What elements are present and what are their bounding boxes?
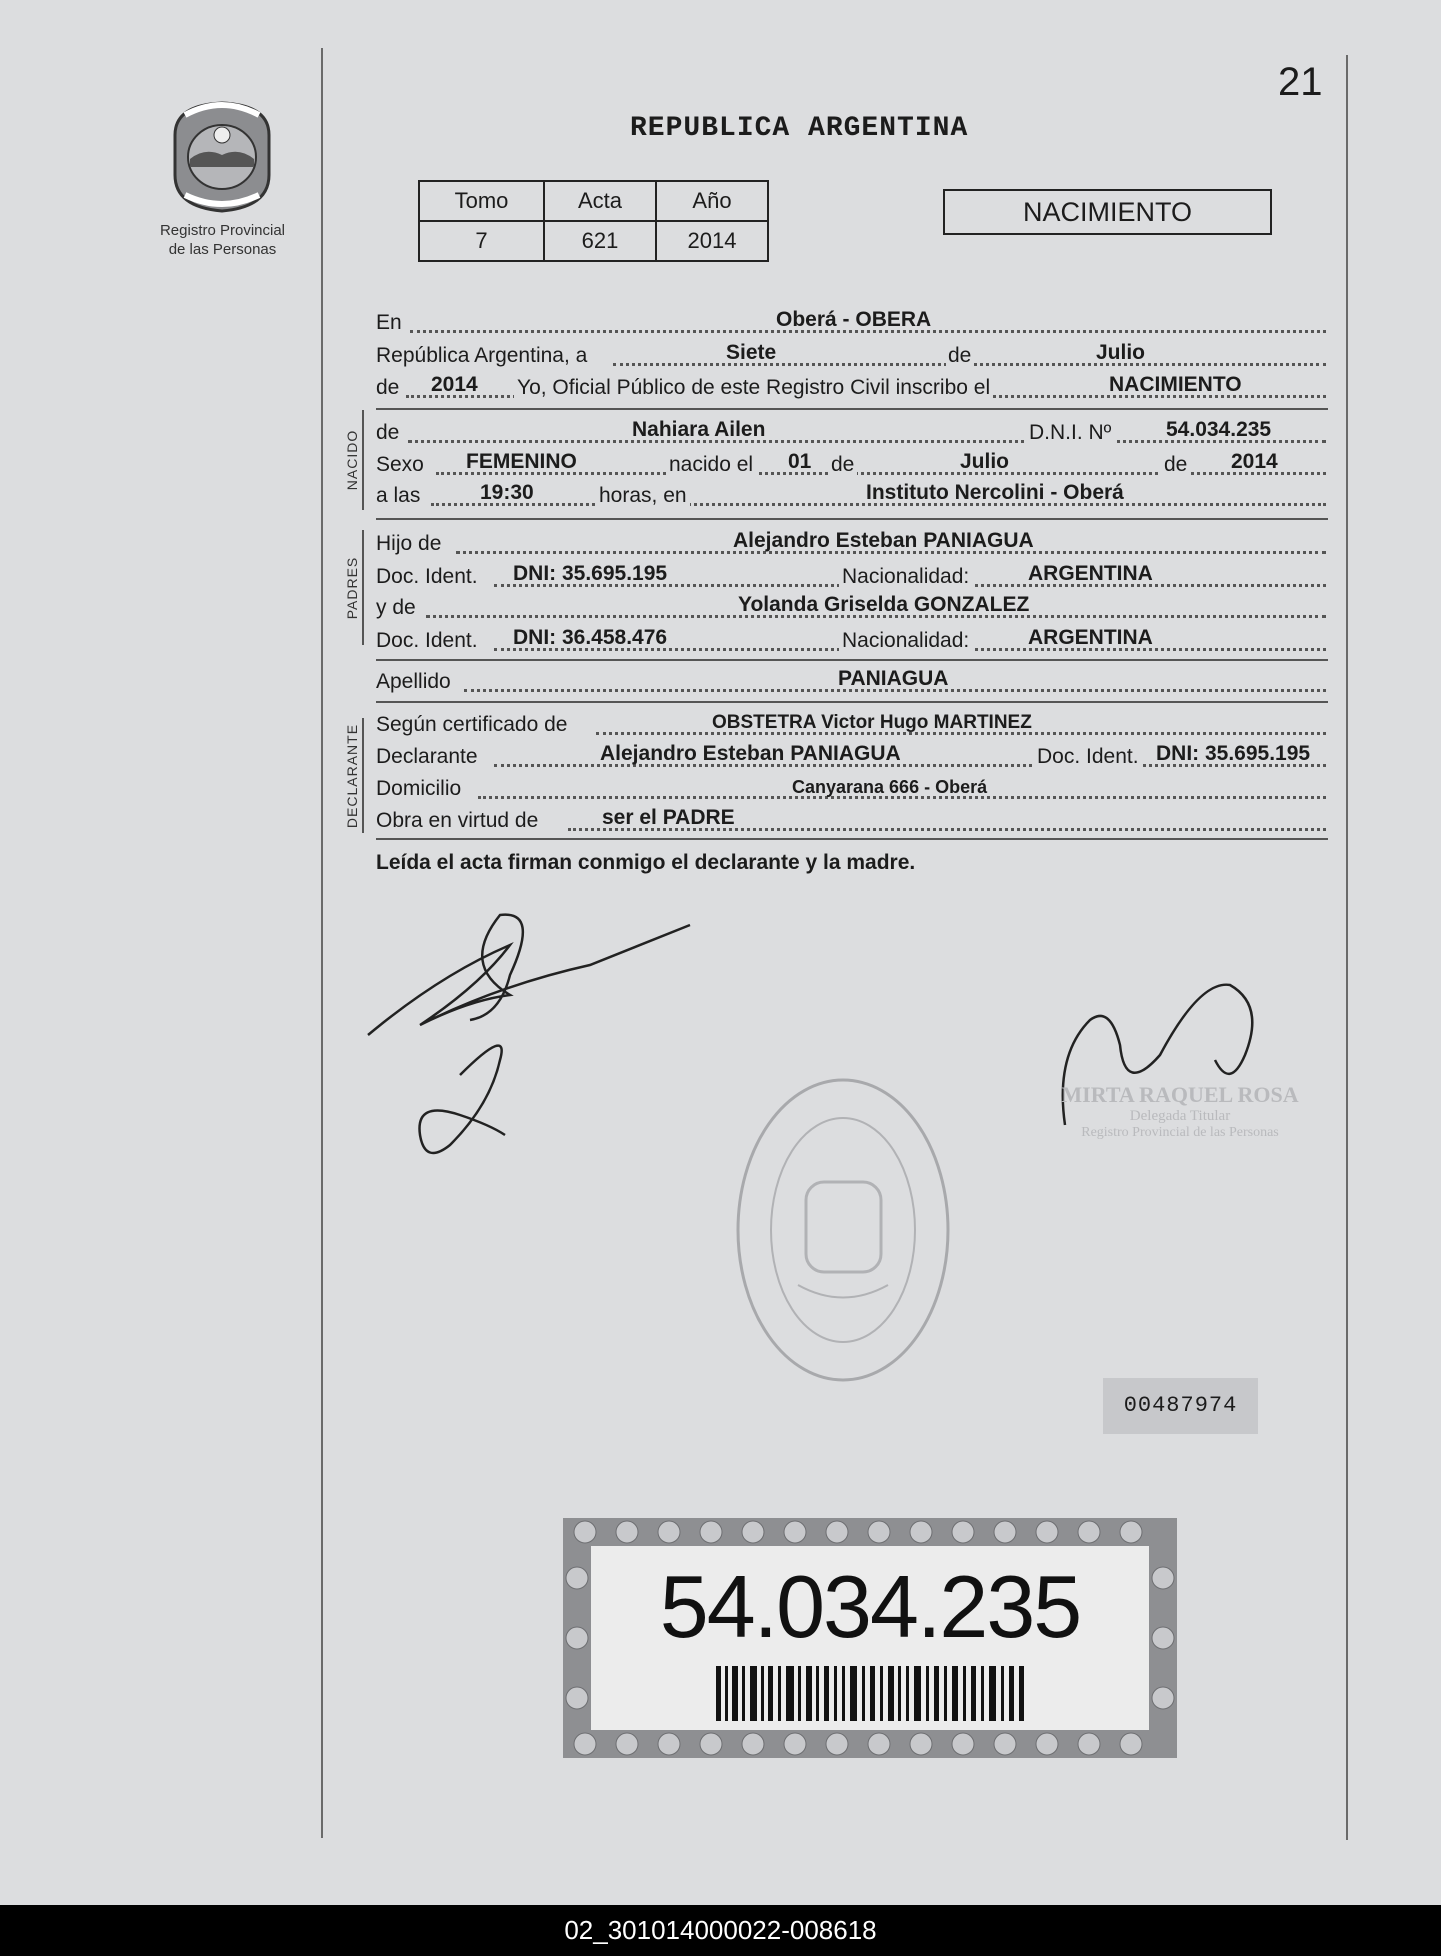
declarante-section-label <box>344 718 374 833</box>
surname-line <box>376 666 1326 696</box>
hour-line <box>376 480 1326 510</box>
serial-stamp: 00487974 <box>1103 1378 1258 1434</box>
scan-file-id: 02_301014000022-008618 <box>0 1905 1441 1956</box>
apellido-label: Apellido <box>376 670 451 693</box>
birth-hour-value: 19:30 <box>480 481 534 504</box>
tomo-value: 7 <box>419 221 544 261</box>
nacionalidad-label: Nacionalidad: <box>839 565 972 589</box>
mother-name-value: Yolanda Griselda GONZALEZ <box>738 593 1030 616</box>
nacionalidad-label: Nacionalidad: <box>839 629 972 653</box>
nacido-section-label <box>344 410 374 510</box>
de-label: de <box>1161 453 1190 477</box>
certificate-value: OBSTETRA Victor Hugo MARTINEZ <box>712 712 1032 733</box>
year-value: 2014 <box>431 373 478 396</box>
record-word-value: NACIMIENTO <box>1109 373 1242 396</box>
section-separator <box>376 838 1328 840</box>
de-label: de <box>376 421 400 444</box>
section-bar <box>362 718 364 833</box>
birth-place-value: Instituto Nercolini - Oberá <box>866 481 1124 504</box>
nacido-label: NACIDO <box>344 429 360 491</box>
father-name-value: Alejandro Esteban PANIAGUA <box>733 529 1034 552</box>
section-bar <box>362 410 364 510</box>
de-label: de <box>828 453 857 477</box>
domicilio-label: Domicilio <box>376 777 462 800</box>
birth-year-value: 2014 <box>1231 450 1278 473</box>
section-separator <box>376 408 1328 410</box>
doc-ident-label: Doc. Ident. <box>376 565 478 588</box>
section-separator <box>376 659 1328 661</box>
oficial-text: Yo, Oficial Público de este Registro Civil inscribo el <box>514 376 993 400</box>
month-value: Julio <box>1096 341 1146 364</box>
birth-month-value: Julio <box>960 450 1010 473</box>
name-line <box>376 417 1326 447</box>
section-separator <box>376 518 1328 520</box>
mother-doc-line <box>376 625 1326 655</box>
child-dni-value: 54.034.235 <box>1166 418 1272 441</box>
child-name-value: Nahiara Ailen <box>632 418 766 441</box>
day-words-value: Siete <box>726 341 777 364</box>
sexo-label: Sexo <box>376 453 424 476</box>
closing-statement: Leída el acta firman conmigo el declarante y la madre. <box>376 851 916 874</box>
date-line <box>376 340 1326 370</box>
padres-section-label <box>344 530 374 645</box>
domicile-value: Canyarana 666 - Oberá <box>792 777 988 797</box>
father-nationality-value: ARGENTINA <box>1028 562 1153 585</box>
en-label: En <box>376 311 402 334</box>
province-seal-icon <box>165 95 280 215</box>
declarant-name-value: Alejandro Esteban PANIAGUA <box>600 742 901 765</box>
acta-value: 621 <box>544 221 656 261</box>
section-bar <box>362 530 364 645</box>
republica-label: República Argentina, a <box>376 344 588 367</box>
anio-value: 2014 <box>656 221 768 261</box>
official-org: Registro Provincial de las Personas <box>1081 1125 1279 1140</box>
birth-day-value: 01 <box>788 450 812 473</box>
reason-value: ser el PADRE <box>602 806 735 829</box>
barcode-inner <box>591 1546 1149 1730</box>
declarant-line <box>376 741 1326 771</box>
a-las-label: a las <box>376 484 421 507</box>
declarant-doc-value: DNI: 35.695.195 <box>1156 742 1311 765</box>
mother-line <box>376 592 1326 622</box>
official-name: MIRTA RAQUEL ROSA <box>1061 1082 1299 1107</box>
declarante-label: DECLARANTE <box>344 723 360 828</box>
cert-label: Según certificado de <box>376 713 568 736</box>
doc-ident-label: Doc. Ident. <box>376 629 478 652</box>
right-margin-line <box>1346 55 1348 1840</box>
sex-value: FEMENINO <box>466 450 577 473</box>
tomo-header: Tomo <box>419 181 544 221</box>
surname-value: PANIAGUA <box>838 667 949 690</box>
obra-label: Obra en virtud de <box>376 809 539 832</box>
official-title: Delegada Titular <box>1129 1108 1231 1124</box>
left-margin-line <box>321 48 323 1838</box>
anio-header: Año <box>656 181 768 221</box>
declarante-label-text: Declarante <box>376 745 478 768</box>
mother-doc-value: DNI: 36.458.476 <box>513 626 668 649</box>
place-line <box>376 307 1326 337</box>
record-type-box: NACIMIENTO <box>943 189 1272 235</box>
y-de-label: y de <box>376 596 416 619</box>
reason-line <box>376 805 1326 835</box>
de-label: de <box>376 376 400 399</box>
dni-label: D.N.I. Nº <box>1026 421 1114 445</box>
declarant-signature-icon <box>360 905 700 1195</box>
hijo-de-label: Hijo de <box>376 532 442 555</box>
father-line <box>376 528 1326 558</box>
document-title: REPUBLICA ARGENTINA <box>630 113 969 144</box>
de-label: de <box>948 344 972 367</box>
registry-name-line2: de las Personas <box>168 241 277 258</box>
section-separator <box>376 701 1328 703</box>
father-doc-line <box>376 561 1326 591</box>
horas-label: horas, en <box>596 484 690 508</box>
mother-nationality-value: ARGENTINA <box>1028 626 1153 649</box>
padres-label: PADRES <box>344 556 360 619</box>
page-number: 21 <box>1278 60 1323 104</box>
acta-header: Acta <box>544 181 656 221</box>
father-doc-value: DNI: 35.695.195 <box>513 562 668 585</box>
year-line <box>376 372 1326 402</box>
place-value: Oberá - OBERA <box>776 308 932 331</box>
certificate-line <box>376 709 1326 739</box>
registry-name-line1: Registro Provincial <box>159 222 286 239</box>
sex-line <box>376 449 1326 479</box>
registry-logo <box>140 95 305 259</box>
domicile-line <box>376 773 1326 803</box>
doc-ident-label: Doc. Ident. <box>1034 745 1142 769</box>
registry-round-seal-icon <box>728 1070 958 1390</box>
barcode-label <box>563 1518 1177 1758</box>
barcode-icon <box>716 1666 1026 1721</box>
nacido-el-label: nacido el <box>666 453 756 477</box>
reference-table <box>418 180 769 262</box>
barcode-number: 54.034.235 <box>659 1557 1081 1656</box>
official-name-stamp <box>1040 1082 1320 1141</box>
